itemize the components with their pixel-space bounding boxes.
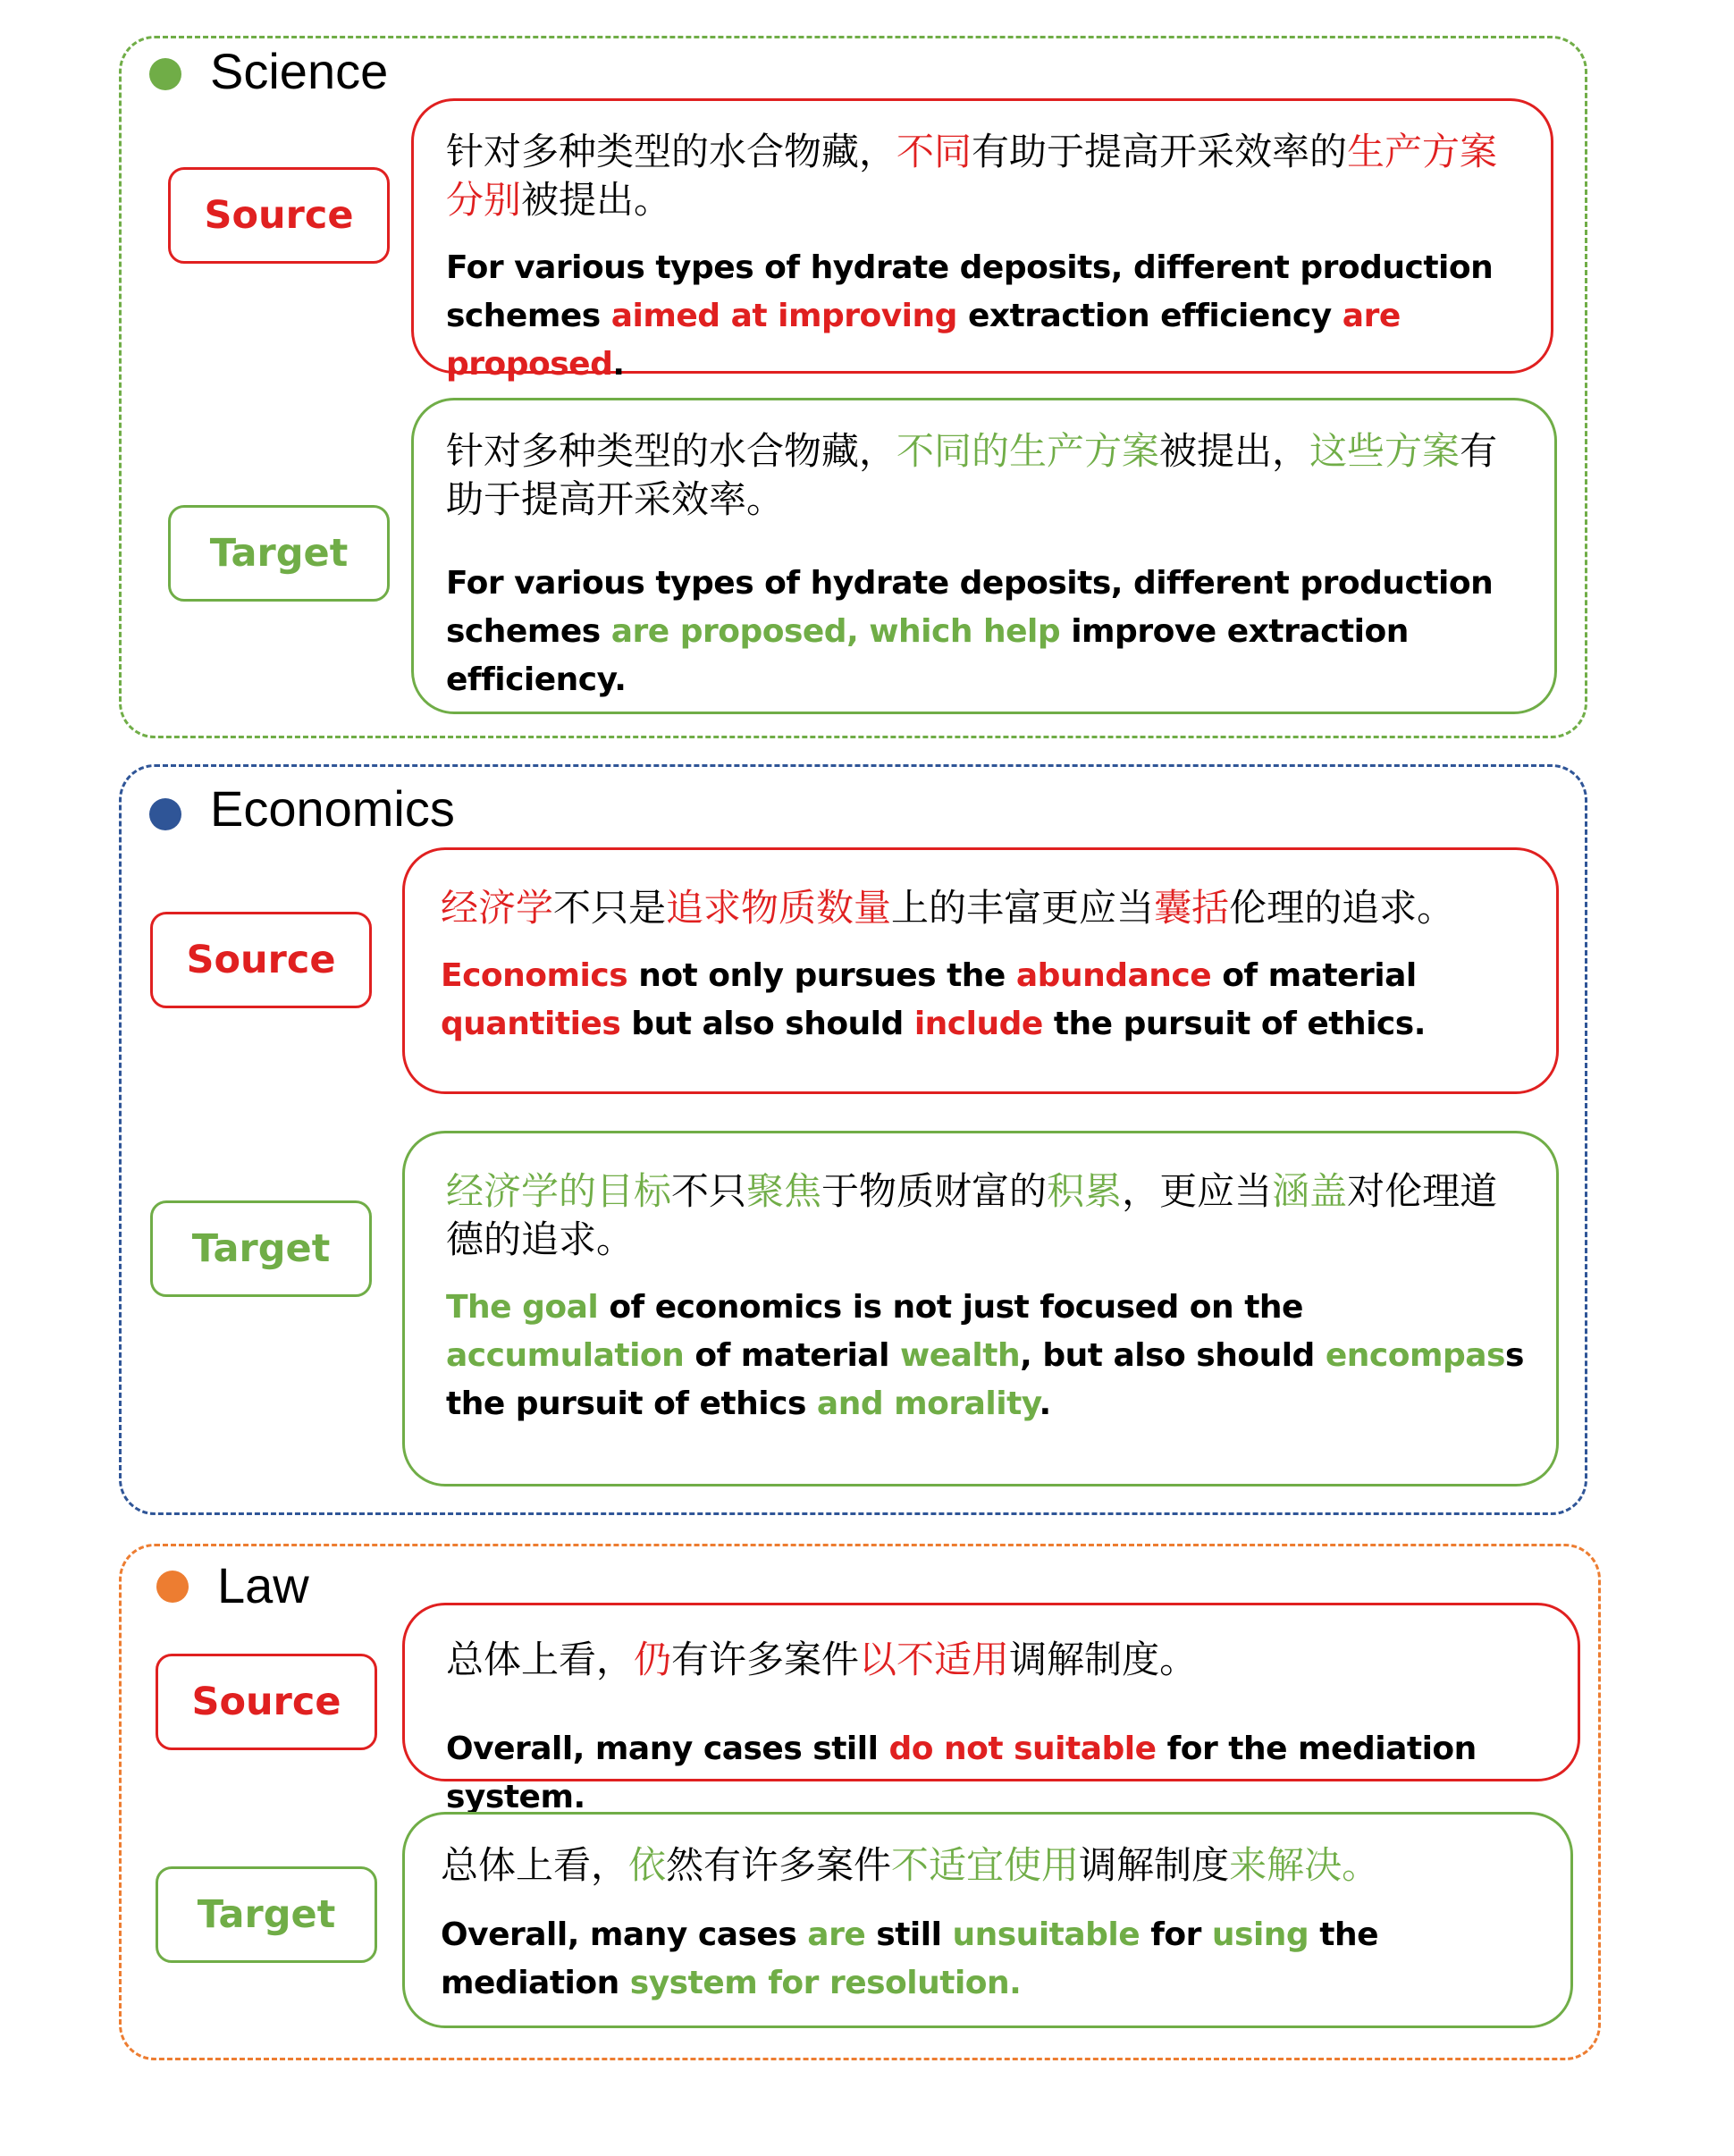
text-span: For various types of hydrate deposits, different production schemes bbox=[446, 249, 1494, 334]
law-source-en bbox=[446, 1725, 1549, 1822]
highlighted-span: and morality bbox=[816, 1385, 1040, 1422]
text-span: 调解制度 bbox=[1079, 1843, 1230, 1887]
text-span: 不只是 bbox=[553, 886, 667, 930]
text-span: s the pursuit of ethics bbox=[446, 1337, 1524, 1422]
highlighted-span: 仍 bbox=[634, 1638, 672, 1681]
economics-target-en bbox=[446, 1284, 1528, 1428]
highlighted-span: 聚焦 bbox=[746, 1169, 822, 1213]
highlighted-span: 经济学 bbox=[441, 886, 554, 930]
highlighted-span: accumulation bbox=[446, 1337, 685, 1374]
highlighted-span: wealth bbox=[899, 1337, 1021, 1374]
science-source-label: Source bbox=[168, 167, 390, 264]
text-span: 上的丰富更应当 bbox=[891, 886, 1155, 930]
science-bullet-icon bbox=[149, 58, 181, 90]
text-span: 针对多种类型的水合物藏， bbox=[446, 429, 897, 473]
text-span: not only pursues the bbox=[627, 957, 1016, 994]
text-span: improve extraction efficiency. bbox=[446, 613, 1409, 698]
text-span: extraction efficiency bbox=[956, 298, 1343, 334]
highlighted-span: do not suitable bbox=[888, 1731, 1157, 1767]
text-span: 伦理的追求。 bbox=[1229, 886, 1455, 930]
highlighted-span: 经济学的目标 bbox=[446, 1169, 672, 1213]
text-span: 调解制度。 bbox=[1009, 1638, 1198, 1681]
economics-source-box bbox=[402, 847, 1559, 1094]
highlighted-span: 以不适用 bbox=[859, 1638, 1010, 1681]
economics-source-label: Source bbox=[150, 912, 372, 1008]
economics-target-zh bbox=[446, 1167, 1528, 1264]
text-span: 总体上看， bbox=[446, 1638, 635, 1681]
text-span: of material bbox=[684, 1337, 900, 1374]
text-span: of economics is not just focused on the bbox=[598, 1289, 1303, 1326]
highlighted-span: 囊括 bbox=[1154, 886, 1230, 930]
science-target-box bbox=[411, 398, 1557, 714]
text-span: but also should bbox=[620, 1006, 914, 1042]
text-span: 然有许多案件 bbox=[666, 1843, 892, 1887]
economics-title: Economics bbox=[210, 780, 455, 837]
text-span: Overall, many cases still bbox=[446, 1731, 889, 1767]
text-span: Overall, many cases bbox=[441, 1916, 808, 1953]
highlighted-span: are bbox=[807, 1916, 866, 1953]
science-target-label: Target bbox=[168, 505, 390, 602]
highlighted-span: 不适宜使用 bbox=[891, 1843, 1080, 1887]
highlighted-span: 积累 bbox=[1047, 1169, 1123, 1213]
science-target-en bbox=[446, 560, 1526, 704]
text-span: 有许多案件 bbox=[671, 1638, 860, 1681]
highlighted-span: abundance bbox=[1015, 957, 1212, 994]
text-span: . bbox=[1039, 1385, 1051, 1422]
law-source-label: Source bbox=[156, 1654, 377, 1750]
text-span: the mediation bbox=[441, 1916, 1378, 2001]
text-span: 不只 bbox=[671, 1169, 747, 1213]
highlighted-span: 这些方案 bbox=[1309, 429, 1460, 473]
science-source-box bbox=[411, 98, 1553, 383]
highlighted-span: using bbox=[1211, 1916, 1309, 1953]
highlighted-span: 依 bbox=[628, 1843, 667, 1887]
highlighted-span: 不同的生产方案 bbox=[896, 429, 1160, 473]
highlighted-span: are proposed bbox=[446, 298, 1401, 383]
law-source-box bbox=[402, 1603, 1580, 1815]
text-span: 对伦理道德的追求。 bbox=[446, 1169, 1498, 1261]
law-target-box bbox=[402, 1812, 1573, 2028]
economics-target-label: Target bbox=[150, 1200, 372, 1297]
text-span: , but also should bbox=[1020, 1337, 1326, 1374]
science-source-zh bbox=[446, 128, 1522, 224]
text-span: for bbox=[1140, 1916, 1212, 1953]
highlighted-span: quantities bbox=[441, 1006, 621, 1042]
highlighted-span: system for resolution. bbox=[629, 1965, 1022, 2001]
text-span: For various types of hydrate deposits, different production schemes bbox=[446, 565, 1494, 650]
text-span: . bbox=[612, 346, 625, 383]
economics-source-en bbox=[441, 952, 1528, 1049]
text-span: 于物质财富的 bbox=[821, 1169, 1048, 1213]
highlighted-span: 来解决。 bbox=[1229, 1843, 1380, 1887]
highlighted-span: The goal bbox=[446, 1289, 599, 1326]
science-target-zh bbox=[446, 427, 1526, 524]
text-span: of material bbox=[1211, 957, 1417, 994]
economics-bullet-icon bbox=[149, 798, 181, 830]
law-title: Law bbox=[217, 1557, 309, 1613]
text-span: for the mediation system. bbox=[446, 1731, 1477, 1815]
law-source-zh bbox=[446, 1636, 1549, 1684]
science-source-en bbox=[446, 244, 1522, 389]
text-span: the pursuit of ethics. bbox=[1042, 1006, 1426, 1042]
highlighted-span: aimed at improving bbox=[610, 298, 957, 334]
text-span: 被提出， bbox=[1159, 429, 1310, 473]
text-span: ，更应当 bbox=[1122, 1169, 1273, 1213]
highlighted-span: Economics bbox=[441, 957, 628, 994]
text-span: 被提出。 bbox=[521, 178, 672, 222]
text-span: 总体上看， bbox=[441, 1843, 629, 1887]
law-target-en bbox=[441, 1911, 1542, 2008]
highlighted-span: encompas bbox=[1325, 1337, 1505, 1374]
highlighted-span: 追求物质数量 bbox=[666, 886, 892, 930]
highlighted-span: 生产方案分别 bbox=[446, 130, 1498, 222]
highlighted-span: 不同 bbox=[896, 130, 972, 173]
economics-source-zh bbox=[441, 884, 1528, 932]
highlighted-span: include bbox=[913, 1006, 1043, 1042]
science-title: Science bbox=[210, 43, 389, 99]
law-bullet-icon bbox=[156, 1571, 189, 1603]
text-span: 针对多种类型的水合物藏， bbox=[446, 130, 897, 173]
law-target-zh bbox=[441, 1841, 1542, 1890]
economics-target-box bbox=[402, 1131, 1559, 1486]
text-span: 有助于提高开采效率。 bbox=[446, 429, 1498, 521]
law-target-label: Target bbox=[156, 1866, 377, 1963]
highlighted-span: unsuitable bbox=[952, 1916, 1141, 1953]
highlighted-span: 涵盖 bbox=[1272, 1169, 1348, 1213]
text-span: still bbox=[865, 1916, 953, 1953]
highlighted-span: are proposed, which help bbox=[610, 613, 1061, 650]
text-span: 有助于提高开采效率的 bbox=[972, 130, 1348, 173]
